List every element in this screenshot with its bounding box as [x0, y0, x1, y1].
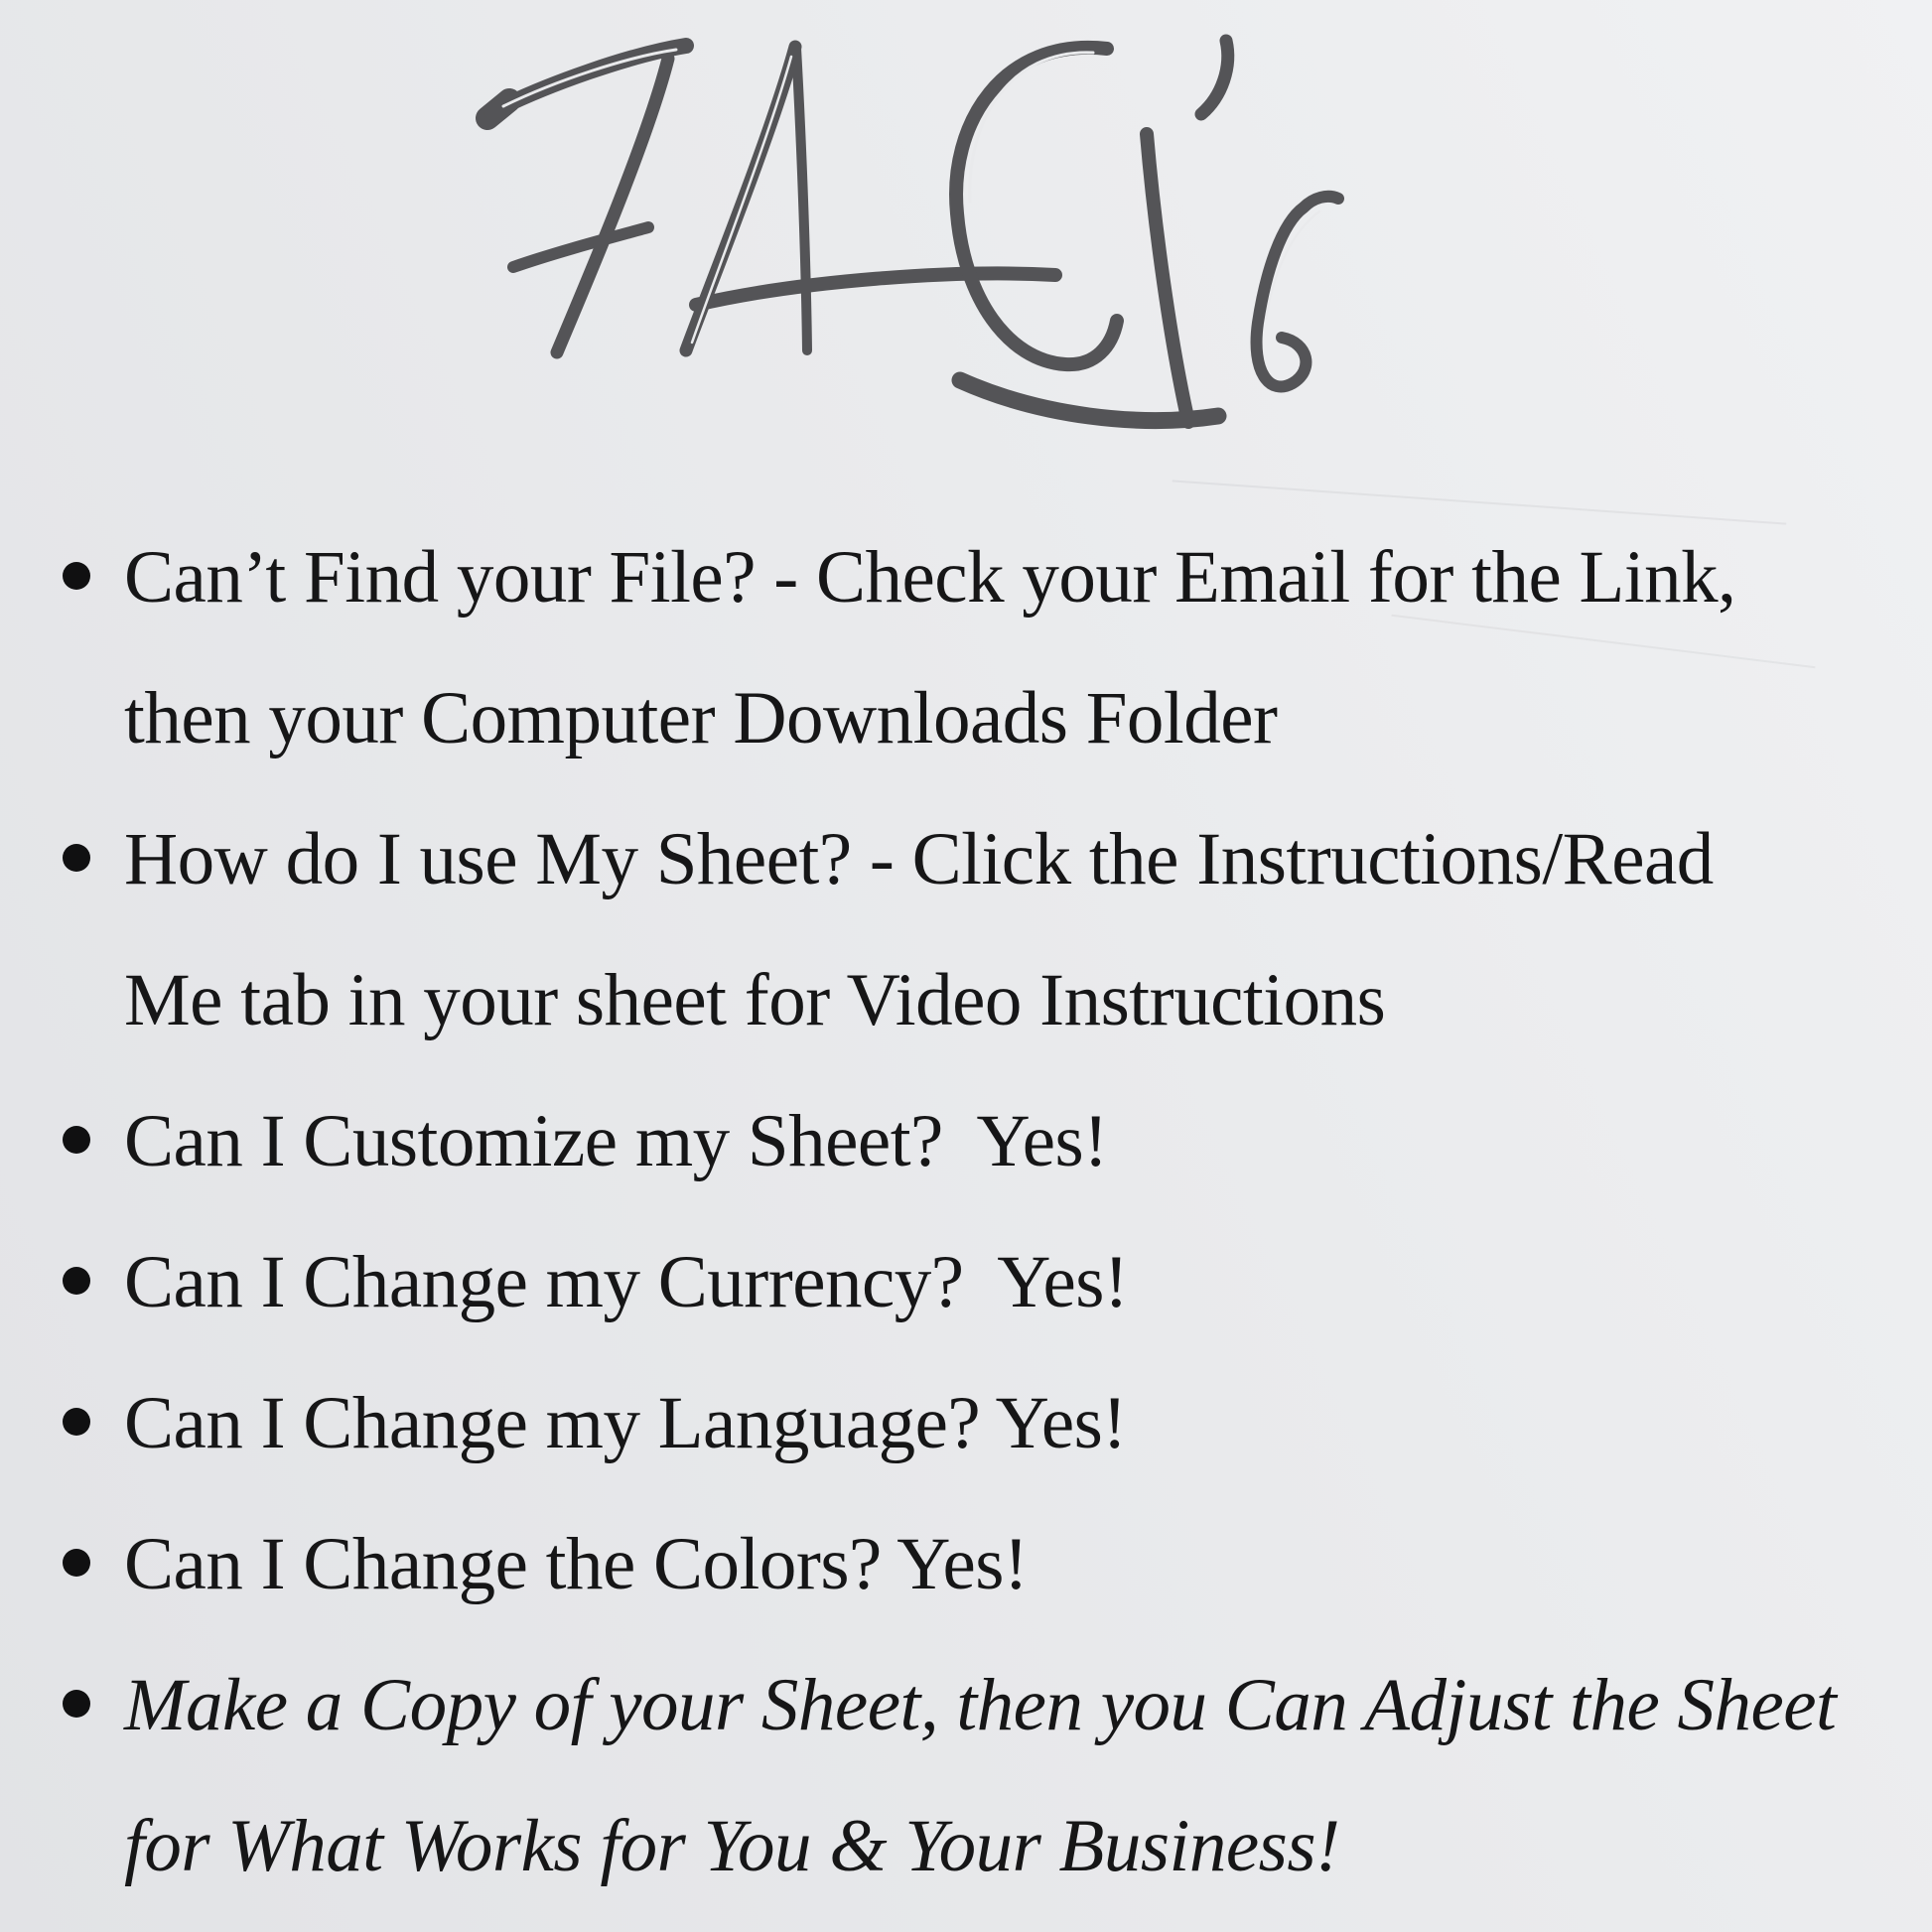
faq-line: Me tab in your sheet for Video Instructions [124, 959, 1386, 1041]
bullet-icon [63, 562, 90, 590]
bullet-icon [63, 1126, 90, 1154]
faq-line: Can I Change my Currency? Yes! [124, 1241, 1129, 1323]
bullet-icon [63, 1267, 90, 1295]
faq-item-note [0, 1635, 1932, 1917]
faq-item [0, 1353, 1932, 1494]
faq-list [0, 507, 1932, 1917]
faq-line: Can’t Find your File? - Check your Email for the Link, [124, 536, 1736, 619]
faq-line: for What Works for You & Your Business! [124, 1805, 1340, 1887]
faq-item [0, 1212, 1932, 1353]
faq-line: How do I use My Sheet? - Click the Instructions/Read [124, 818, 1714, 900]
bullet-icon [63, 1690, 90, 1718]
faq-line: Can I Customize my Sheet? Yes! [124, 1100, 1108, 1182]
faqs-title-art [452, 15, 1365, 482]
faq-line: then your Computer Downloads Folder [124, 677, 1278, 759]
faqs-brush-lettering [452, 15, 1365, 482]
faq-item [0, 789, 1932, 1071]
bullet-icon [63, 1549, 90, 1577]
faq-item [0, 507, 1932, 789]
faq-item [0, 1494, 1932, 1635]
bullet-icon [63, 1408, 90, 1436]
faq-line: Can I Change my Language? Yes! [124, 1382, 1127, 1464]
faq-item [0, 1071, 1932, 1212]
faq-line: Make a Copy of your Sheet, then you Can Adjust the Sheet [124, 1664, 1837, 1746]
faq-line: Can I Change the Colors? Yes! [124, 1523, 1029, 1605]
bullet-icon [63, 844, 90, 872]
